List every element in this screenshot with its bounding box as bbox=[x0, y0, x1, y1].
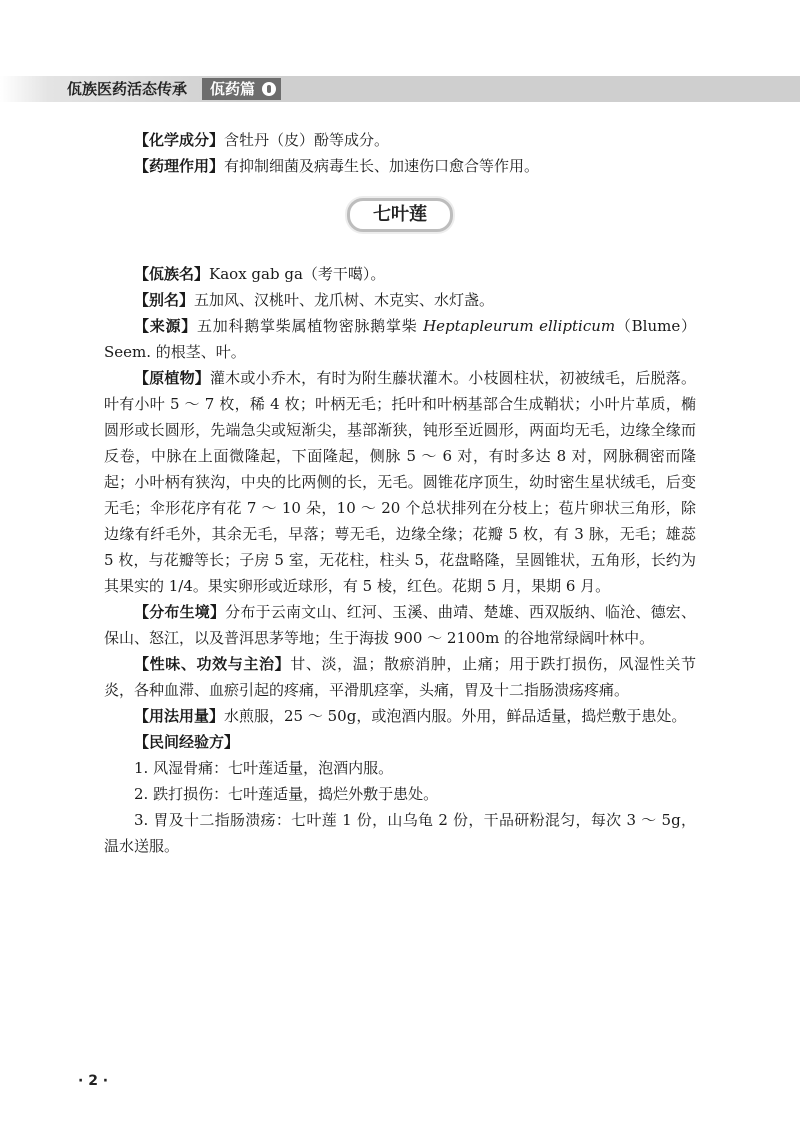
plant-description-paragraph bbox=[104, 365, 696, 599]
source-latin-name: Heptapleurum ellipticum bbox=[423, 317, 616, 335]
effect-label: 【性味、功效与主治】 bbox=[134, 655, 291, 673]
folk-remedy-heading bbox=[104, 729, 696, 755]
alias-paragraph bbox=[104, 287, 696, 313]
folk-remedy-label: 【民间经验方】 bbox=[134, 733, 240, 751]
usage-paragraph bbox=[104, 703, 696, 729]
chemical-composition-text: 含牡丹（皮）酚等成分。 bbox=[224, 131, 390, 149]
effect-text: 甘、淡，温；散瘀消肿，止痛；用于跌打损伤，风湿性关节炎，各种血滞、血瘀引起的疼痛，平滑肌痉挛，头痛，胃及十二指肠溃疡疼痛。 bbox=[104, 655, 696, 699]
alias-label: 【别名】 bbox=[134, 291, 195, 309]
chemical-composition-label: 【化学成分】 bbox=[134, 131, 225, 149]
source-paragraph bbox=[104, 313, 696, 365]
distribution-label: 【分布生境】 bbox=[134, 603, 226, 621]
plant-description-text: 灌木或小乔木，有时为附生藤状灌木。小枝圆柱状，初被绒毛，后脱落。叶有小叶 5 ～ 7 枚，稀 4 枚；叶柄无毛；托叶和叶柄基部合生成鞘状；小叶片革质，椭圆形或长圆形，先端急尖或短渐尖，基部渐狭，钝形至近圆形，两面均无毛，边缘全缘而反卷，中脉在上面微隆起，下面隆起，侧脉 5 ～ 6 对，有时多达 8 对，网脉稠密而隆起；小叶柄有狭沟，中央的比两侧的长，无毛。圆锥花序顶生，幼时密生星状绒毛，后变无毛；伞形花序有花 7 ～ 10 朵，10 ～ 20 个总状排列在分枝上；苞片卵状三角形，除边缘有纤毛外，其余无毛，早落；萼无毛，边缘全缘；花瓣 5 枚，有 3 脉，无毛；雄蕊 5 枚，与花瓣等长；子房 5 室，无花柱，柱头 5，花盘略隆，呈圆锥状，五角形，长约为其果实的 1/4。果实卵形或近球形，有 5 棱，红色。花期 5 月，果期 6 月。 bbox=[104, 369, 696, 595]
entry-title-wrapper bbox=[104, 179, 696, 261]
remedy-item: 3. 胃及十二指肠溃疡：七叶莲 1 份，山乌龟 2 份，干品研粉混匀，每次 3 ～ 5g，温水送服。 bbox=[104, 811, 696, 855]
pharmacology-paragraph bbox=[104, 153, 696, 179]
remedy-item: 2. 跌打损伤：七叶莲适量，捣烂外敷于患处。 bbox=[134, 785, 439, 803]
entry-title: 七叶莲 bbox=[347, 198, 453, 232]
section-tag-label: 佤药篇 bbox=[210, 80, 256, 98]
source-text: 五加科鹅掌柴属植物密脉鹅掌柴 bbox=[197, 317, 424, 335]
plant-description-label: 【原植物】 bbox=[134, 369, 210, 387]
chemical-composition-paragraph bbox=[104, 127, 696, 153]
page-number: · 2 · bbox=[78, 1073, 109, 1089]
running-header-section-tag bbox=[202, 78, 281, 100]
wa-name-label: 【佤族名】 bbox=[134, 265, 210, 283]
puzzle-piece-icon bbox=[262, 82, 276, 96]
wa-name-text: Kaox gab ga（考干噶）。 bbox=[209, 265, 386, 283]
effect-paragraph bbox=[104, 651, 696, 703]
usage-label: 【用法用量】 bbox=[134, 707, 225, 725]
page-content bbox=[104, 127, 696, 859]
source-text-tail: （Blume）Seem. 的根茎、叶。 bbox=[104, 317, 696, 361]
distribution-text: 分布于云南文山、红河、玉溪、曲靖、楚雄、西双版纳、临沧、德宏、保山、怒江，以及普洱思茅等地；生于海拔 900 ～ 2100m 的谷地常绿阔叶林中。 bbox=[104, 603, 696, 647]
pharmacology-label: 【药理作用】 bbox=[134, 157, 225, 175]
pharmacology-text: 有抑制细菌及病毒生长、加速伤口愈合等作用。 bbox=[224, 157, 540, 175]
remedy-item: 1. 风湿骨痛：七叶莲适量，泡酒内服。 bbox=[134, 759, 394, 777]
source-label: 【来源】 bbox=[134, 317, 198, 335]
usage-text: 水煎服，25 ～ 50g，或泡酒内服。外用，鲜品适量，捣烂敷于患处。 bbox=[224, 707, 687, 725]
alias-text: 五加风、汉桃叶、龙爪树、木克实、水灯盏。 bbox=[194, 291, 495, 309]
distribution-paragraph bbox=[104, 599, 696, 651]
running-header-title: 佤族医药活态传承 bbox=[67, 80, 188, 98]
wa-name-paragraph bbox=[104, 261, 696, 287]
